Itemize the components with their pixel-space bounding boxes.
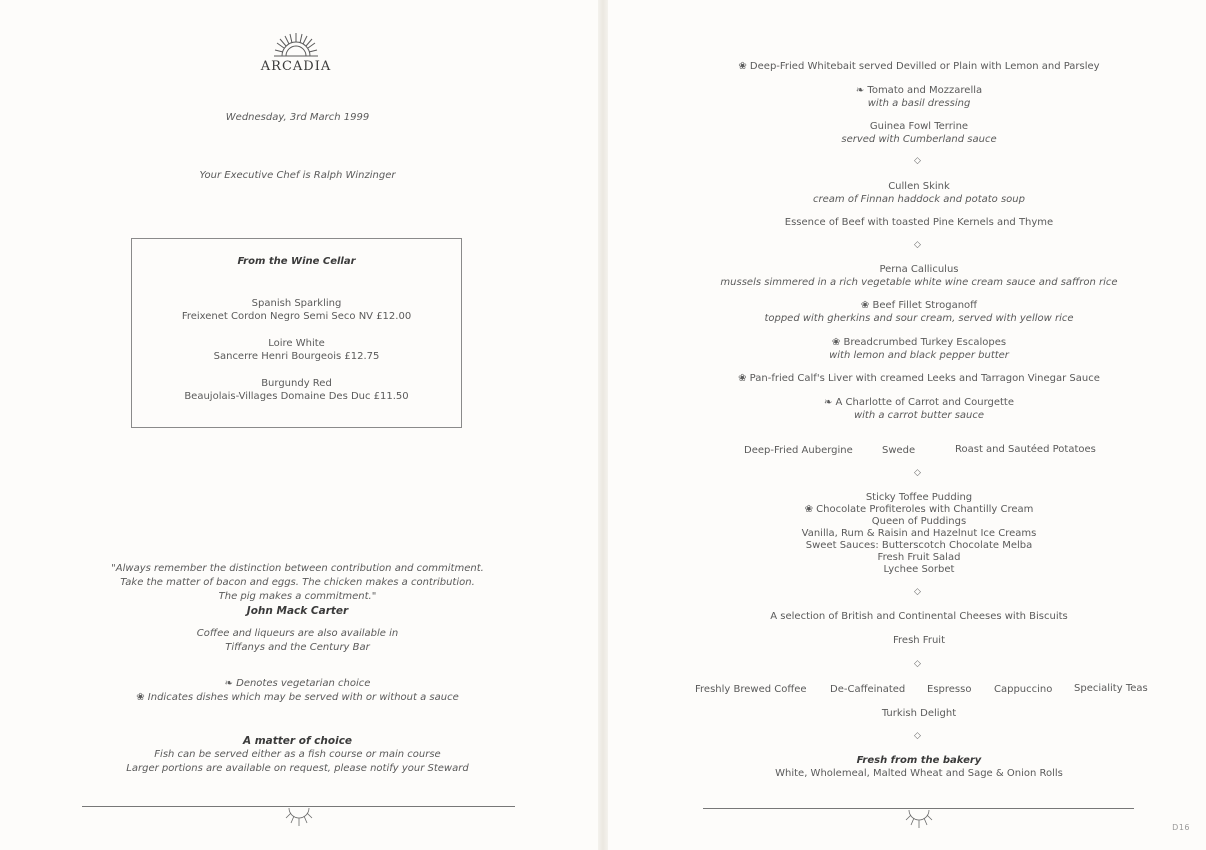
drink-item: Speciality Teas (1074, 683, 1148, 694)
quote-line: "Always remember the distinction between contribution and commitment. (111, 563, 484, 574)
sauce-legend: ❀ Indicates dishes which may be served with or without a sauce (136, 692, 459, 703)
menu-item (606, 397, 1206, 422)
drink-item: Espresso (927, 684, 972, 695)
wine-cellar-box (131, 238, 462, 428)
quote-block (90, 562, 505, 618)
symbol-legend (90, 677, 505, 705)
sunburst-icon (274, 32, 318, 58)
wine-detail: Sancerre Henri Bourgeois £12.75 (213, 351, 380, 362)
wine-category: Loire White (268, 338, 325, 349)
menu-item (606, 61, 1206, 74)
executive-chef: Your Executive Chef is Ralph Winzinger (199, 170, 396, 181)
drink-item: De-Caffeinated (830, 684, 906, 695)
dessert-item: Vanilla, Rum & Raisin and Hazelnut Ice Creams (801, 528, 1037, 539)
diamond-separator-icon: ◇ (914, 659, 921, 669)
diamond-separator-icon: ◇ (914, 587, 921, 597)
choice-line: Larger portions are available on request, please notify your Steward (126, 763, 469, 774)
dish-name: ❧ A Charlotte of Carrot and Courgette (823, 397, 1015, 408)
dish-description: mussels simmered in a rich vegetable white wine cream sauce and saffron rice (720, 276, 1118, 288)
dish-description: with lemon and black pepper butter (829, 349, 1009, 361)
wine-category: Burgundy Red (261, 378, 332, 389)
wine-item (132, 297, 461, 323)
page-code: D16 (1172, 823, 1190, 832)
choice-title: A matter of choice (242, 735, 353, 747)
drink-item: Freshly Brewed Coffee (695, 684, 807, 695)
dish-name: Cullen Skink (888, 181, 950, 192)
menu-item (606, 373, 1206, 386)
menu-date: Wednesday, 3rd March 1999 (225, 112, 370, 123)
dessert-item: Sticky Toffee Pudding (865, 492, 973, 503)
fruit-course: Fresh Fruit (893, 635, 945, 646)
wine-item (132, 337, 461, 363)
dish-description: topped with gherkins and sour cream, served with yellow rice (764, 312, 1074, 324)
drink-item: Cappuccino (994, 684, 1053, 695)
dish-name: ❀ Pan-fried Calf's Liver with creamed Leeks and Tarragon Vinegar Sauce (738, 373, 1100, 384)
dish-description: with a basil dressing (867, 97, 971, 109)
bakery-title: Fresh from the bakery (856, 755, 982, 766)
diamond-separator-icon: ◇ (914, 468, 921, 478)
coffee-line: Tiffanys and the Century Bar (225, 642, 370, 653)
coffee-line: Coffee and liqueurs are also available in (196, 628, 399, 639)
menu-item (606, 217, 1206, 230)
diamond-separator-icon: ◇ (914, 731, 921, 741)
dessert-list (606, 492, 1206, 576)
choice-line: Fish can be served either as a fish course or main course (154, 749, 441, 760)
quote-author: John Mack Carter (246, 605, 349, 617)
dish-name: Essence of Beef with toasted Pine Kernels and Thyme (784, 217, 1054, 228)
dessert-item: Lychee Sorbet (883, 564, 955, 575)
dish-description: cream of Finnan haddock and potato soup (813, 193, 1025, 205)
footer-ornament-icon (284, 806, 314, 828)
dish-description: served with Cumberland sauce (841, 133, 997, 145)
side-item: Swede (882, 445, 916, 456)
wine-cellar-title: From the Wine Cellar (237, 256, 356, 267)
menu-item (606, 264, 1206, 289)
menu-item (606, 181, 1206, 206)
wine-detail: Beaujolais-Villages Domaine Des Duc £11.50 (184, 391, 409, 402)
dessert-item: Sweet Sauces: Butterscotch Chocolate Melba (805, 540, 1033, 551)
dessert-item: Fresh Fruit Salad (877, 552, 961, 563)
dish-name: ❀ Breadcrumbed Turkey Escalopes (831, 337, 1007, 348)
dish-name: Perna Calliculus (879, 264, 959, 275)
wine-item (132, 377, 461, 403)
quote-line: The pig makes a commitment." (218, 591, 377, 602)
diamond-separator-icon: ◇ (914, 156, 921, 166)
dish-name: ❀ Deep-Fried Whitebait served Devilled or Plain with Lemon and Parsley (738, 61, 1100, 72)
menu-item (606, 337, 1206, 362)
quote-line: Take the matter of bacon and eggs. The chicken makes a contribution. (120, 577, 475, 588)
bakery-section (606, 755, 1206, 780)
wine-category: Spanish Sparkling (251, 298, 342, 309)
brand-name: ARCADIA (260, 59, 332, 74)
dish-name: Guinea Fowl Terrine (869, 121, 969, 132)
dish-name: ❧ Tomato and Mozzarella (855, 85, 983, 96)
vegetarian-legend: ❧ Denotes vegetarian choice (224, 678, 371, 689)
dish-name: ❀ Beef Fillet Stroganoff (860, 300, 978, 311)
cheese-course: A selection of British and Continental Cheeses with Biscuits (770, 611, 1068, 622)
diamond-separator-icon: ◇ (914, 240, 921, 250)
dessert-item: ❀ Chocolate Profiteroles with Chantilly Cream (804, 504, 1034, 515)
turkish-delight: Turkish Delight (881, 708, 957, 719)
coffee-note (90, 627, 505, 655)
wine-detail: Freixenet Cordon Negro Semi Seco NV £12.00 (181, 311, 412, 322)
dish-description: with a carrot butter sauce (853, 409, 985, 421)
side-item: Roast and Sautéed Potatoes (955, 444, 1096, 455)
choice-note (90, 734, 505, 776)
dessert-item: Queen of Puddings (871, 516, 967, 527)
arcadia-logo (258, 32, 334, 74)
side-item: Deep-Fried Aubergine (744, 445, 853, 456)
bakery-line: White, Wholemeal, Malted Wheat and Sage & Onion Rolls (775, 767, 1063, 779)
menu-item (606, 121, 1206, 146)
footer-ornament-icon (904, 808, 934, 830)
menu-item (606, 85, 1206, 110)
menu-item (606, 300, 1206, 325)
